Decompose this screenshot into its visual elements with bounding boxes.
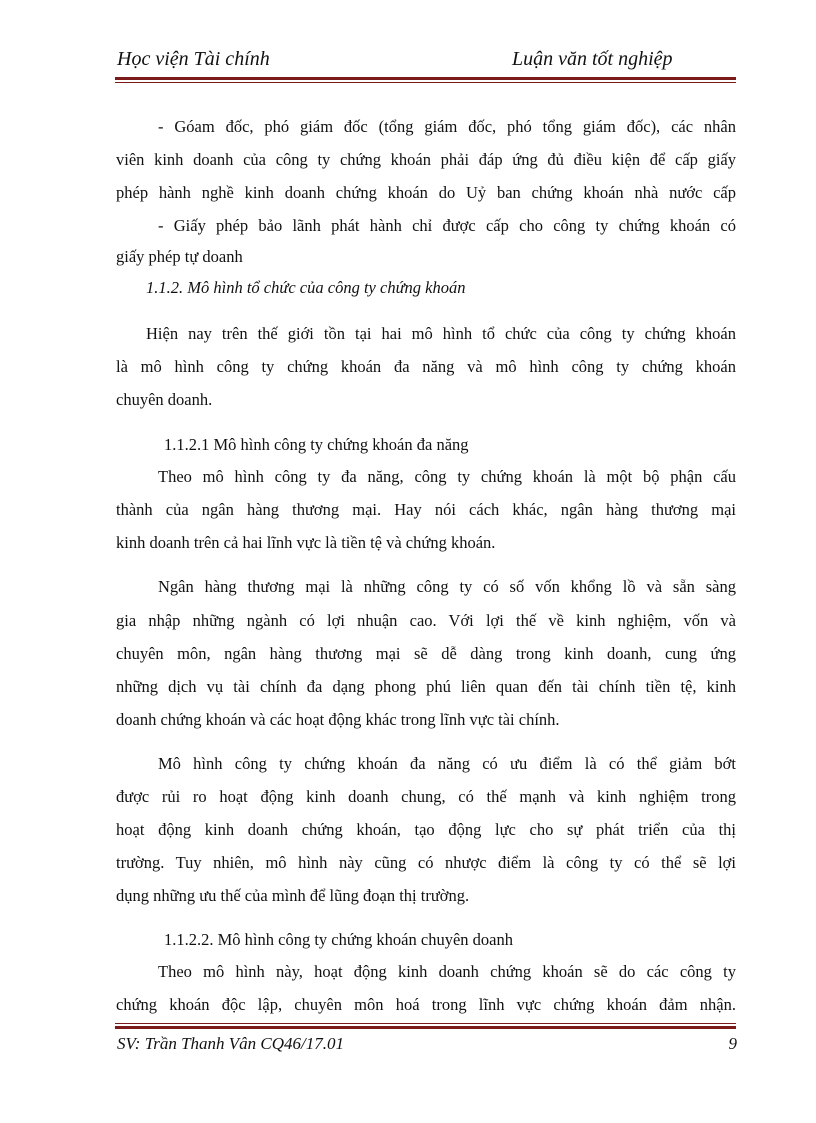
header-institution: Học viện Tài chính xyxy=(117,48,270,70)
body-line: là mô hình công ty chứng khoán đa năng và mô hình công ty chứng khoán xyxy=(116,357,736,376)
body-line: Ngân hàng thương mại là những công ty có số vốn khổng lồ và sẵn sàng xyxy=(158,577,736,596)
body-line: trường. Tuy nhiên, mô hình này cũng có nhược điểm là công ty có thể sẽ lợi xyxy=(116,853,736,872)
footer-author: SV: Trần Thanh Vân CQ46/17.01 xyxy=(117,1034,345,1053)
body-line: Mô hình công ty chứng khoán đa năng có ưu điểm là có thể giảm bớt xyxy=(158,754,736,773)
body-line: được rủi ro hoạt động kinh doanh chung, có thế mạnh và kinh nghiệm trong xyxy=(116,787,736,806)
body-line: chuyên môn, ngân hàng thương mại sẽ dễ dàng trong kinh doanh, cung ứng xyxy=(116,644,736,663)
body-line: những dịch vụ tài chính đa dạng phong phú liên quan đến tài chính tiền tệ, kinh xyxy=(116,677,736,696)
page-header xyxy=(115,48,735,76)
body-line: - Giấy phép bảo lãnh phát hành chỉ được cấp cho công ty chứng khoán có xyxy=(158,216,736,235)
body-line: doanh chứng khoán và các hoạt động khác trong lĩnh vực tài chính. xyxy=(116,710,560,729)
body-line: viên kinh doanh của công ty chứng khoán phải đáp ứng đủ điều kiện để cấp giấy xyxy=(116,150,736,169)
section-heading: 1.1.2. Mô hình tổ chức của công ty chứng khoán xyxy=(146,278,466,297)
body-line: phép hành nghề kinh doanh chứng khoán do Uỷ ban chứng khoán nhà nước cấp xyxy=(116,183,736,202)
body-line: thành của ngân hàng thương mại. Hay nói cách khác, ngân hàng thương mại xyxy=(116,500,736,519)
header-divider xyxy=(115,77,736,83)
body-line: dụng những ưu thế của mình để lũng đoạn thị trường. xyxy=(116,886,470,905)
body-line: Theo mô hình này, hoạt động kinh doanh chứng khoán sẽ do các công ty xyxy=(158,962,736,981)
body-line: hoạt động kinh doanh chứng khoán, tạo động lực cho sự phát triển của thị xyxy=(116,820,736,839)
footer-divider xyxy=(115,1023,736,1029)
page-number: 9 xyxy=(728,1034,737,1053)
header-document-type: Luận văn tốt nghiệp xyxy=(512,48,673,70)
body-line: Hiện nay trên thế giới tồn tại hai mô hình tổ chức của công ty chứng khoán xyxy=(146,324,736,343)
body-line: gia nhập những ngành có lợi nhuận cao. Với lợi thế về kinh nghiệm, vốn và xyxy=(116,611,736,630)
body-line: kinh doanh trên cả hai lĩnh vực là tiền tệ và chứng khoán. xyxy=(116,533,496,552)
body-line: Theo mô hình công ty đa năng, công ty chứng khoán là một bộ phận cấu xyxy=(158,467,736,486)
body-line: chuyên doanh. xyxy=(116,390,213,409)
subsection-heading: 1.1.2.1 Mô hình công ty chứng khoán đa năng xyxy=(164,435,469,454)
body-line: - Góam đốc, phó giám đốc (tổng giám đốc, phó tổng giám đốc), các nhân xyxy=(158,117,736,136)
subsection-heading: 1.1.2.2. Mô hình công ty chứng khoán chuyên doanh xyxy=(164,930,513,949)
body-line: chứng khoán độc lập, chuyên môn hoá trong lĩnh vực chứng khoán đảm nhận. xyxy=(116,995,736,1014)
body-line: giấy phép tự doanh xyxy=(116,247,243,266)
